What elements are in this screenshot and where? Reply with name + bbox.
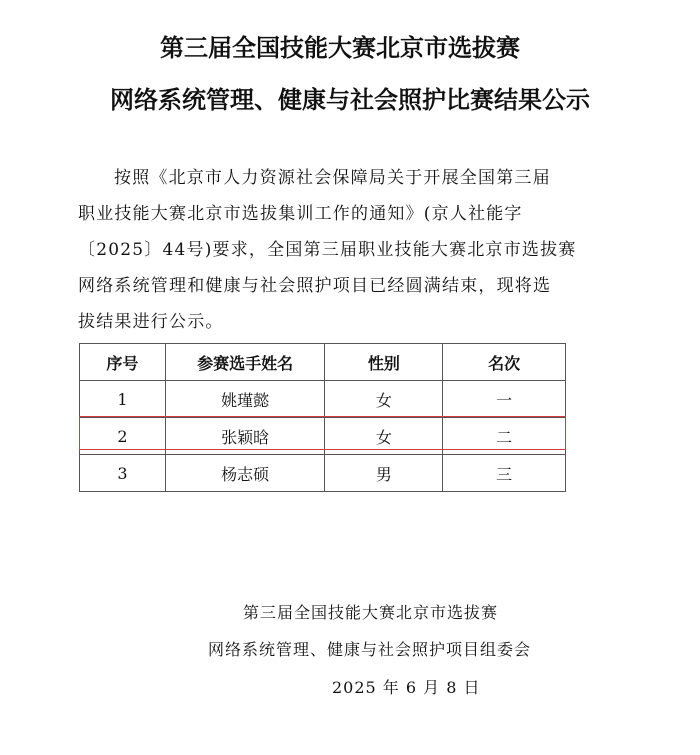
header-index: 序号 — [80, 344, 166, 381]
cell-index: 3 — [80, 455, 166, 492]
results-table — [79, 343, 566, 492]
signature-line2: 网络系统管理、健康与社会照护项目组委会 — [208, 640, 532, 659]
cell-index: 2 — [80, 418, 166, 455]
document-title-line2: 网络系统管理、健康与社会照护比赛结果公示 — [110, 86, 590, 114]
signature-line1: 第三届全国技能大赛北京市选拔赛 — [243, 603, 499, 622]
cell-name: 姚瑾懿 — [165, 381, 325, 418]
cell-name: 张颖晗 — [165, 418, 325, 455]
cell-rank: 三 — [443, 455, 566, 492]
cell-index: 1 — [80, 381, 166, 418]
body-line: 按照《北京市人力资源社会保障局关于开展全国第三届 — [114, 168, 551, 188]
header-rank: 名次 — [443, 344, 566, 381]
cell-gender: 男 — [325, 455, 443, 492]
header-name: 参赛选手姓名 — [165, 344, 325, 381]
table-header-row — [80, 344, 566, 381]
body-line: 〔2025〕44号)要求，全国第三届职业技能大赛北京市选拔赛 — [78, 240, 577, 260]
body-line: 网络系统管理和健康与社会照护项目已经圆满结束，现将选 — [78, 276, 552, 296]
cell-rank: 二 — [443, 418, 566, 455]
cell-gender: 女 — [325, 418, 443, 455]
body-line: 职业技能大赛北京市选拔集训工作的通知》(京人社能字 — [78, 204, 523, 224]
table-row — [80, 381, 566, 418]
header-gender: 性别 — [325, 344, 443, 381]
cell-name: 杨志硕 — [165, 455, 325, 492]
cell-gender: 女 — [325, 381, 443, 418]
document-title-line1: 第三届全国技能大赛北京市选拔赛 — [160, 34, 520, 62]
table-row — [80, 455, 566, 492]
table-row-highlighted — [80, 418, 566, 455]
body-paragraph — [78, 160, 577, 340]
cell-rank: 一 — [443, 381, 566, 418]
body-line: 拔结果进行公示。 — [78, 312, 224, 332]
signature-date: 2025 年 6 月 8 日 — [332, 678, 481, 697]
